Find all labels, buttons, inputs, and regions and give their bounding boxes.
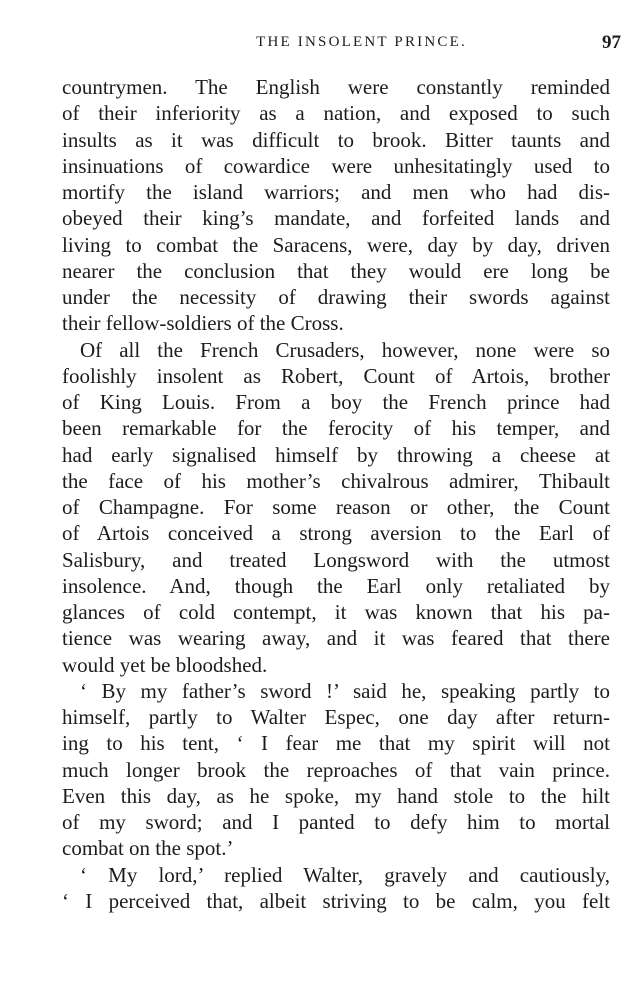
running-header xyxy=(62,34,621,58)
text-line: nearer the conclusion that they would ere long be xyxy=(62,258,610,283)
text-line: tience was wearing away, and it was feared that there xyxy=(62,626,610,651)
text-line: their fellow-soldiers of the Cross. xyxy=(62,311,344,336)
text-line: countrymen. The English were constantly reminded xyxy=(62,75,610,99)
text-line: obeyed their king’s mandate, and forfeited lands and xyxy=(62,206,610,231)
text-line: glances of cold contempt, it was known that his pa- xyxy=(62,600,610,624)
text-line: foolishly insolent as Robert, Count of Artois, brother xyxy=(62,363,610,388)
text-line: been remarkable for the ferocity of his temper, and xyxy=(62,416,610,441)
text-line: of their inferiority as a nation, and exposed to such xyxy=(62,101,610,126)
text-line: under the necessity of drawing their swords against xyxy=(62,285,610,309)
text-line: living to combat the Saracens, were, day by day, driven xyxy=(62,232,610,257)
text-line: insults as it was difficult to brook. Bitter taunts and xyxy=(62,127,610,152)
text-line: much longer brook the reproaches of that vain prince. xyxy=(62,757,610,782)
text-line: combat on the spot.’ xyxy=(62,836,234,861)
text-line: insinuations of cowardice were unhesitatingly used to xyxy=(62,153,610,178)
text-line: would yet be bloodshed. xyxy=(62,652,268,677)
text-line: himself, partly to Walter Espec, one day after return- xyxy=(62,705,610,729)
text-line: of my sword; and I panted to defy him to mortal xyxy=(62,810,610,834)
text-line: insolence. And, though the Earl only retaliated by xyxy=(62,573,610,598)
text-line: ‘ I perceived that, albeit striving to be calm, you felt xyxy=(62,888,610,913)
text-line: Salisbury, and treated Longsword with the utmost xyxy=(62,547,610,572)
text-line: Even this day, as he spoke, my hand stole to the hilt xyxy=(62,783,610,808)
text-line: of King Louis. From a boy the French prince had xyxy=(62,390,610,414)
text-line: of Artois conceived a strong aversion to the Earl of xyxy=(62,521,610,546)
page-number: 97 xyxy=(602,32,621,53)
text-line: of Champagne. For some reason or other, the Count xyxy=(62,495,610,519)
text-line: mortify the island warriors; and men who had dis- xyxy=(62,180,610,204)
body-text xyxy=(62,74,610,914)
text-line: ‘ By my father’s sword !’ said he, speaking partly to xyxy=(80,678,610,703)
text-line: ing to his tent, ‘ I fear me that my spirit will not xyxy=(62,731,610,756)
text-line: ‘ My lord,’ replied Walter, gravely and cautiously, xyxy=(80,862,610,887)
text-line: had early signalised himself by throwing a cheese at xyxy=(62,442,610,467)
text-line: Of all the French Crusaders, however, none were so xyxy=(80,337,610,362)
text-line: the face of his mother’s chivalrous admirer, Thibault xyxy=(62,468,610,493)
running-title: THE INSOLENT PRINCE. xyxy=(256,34,467,50)
